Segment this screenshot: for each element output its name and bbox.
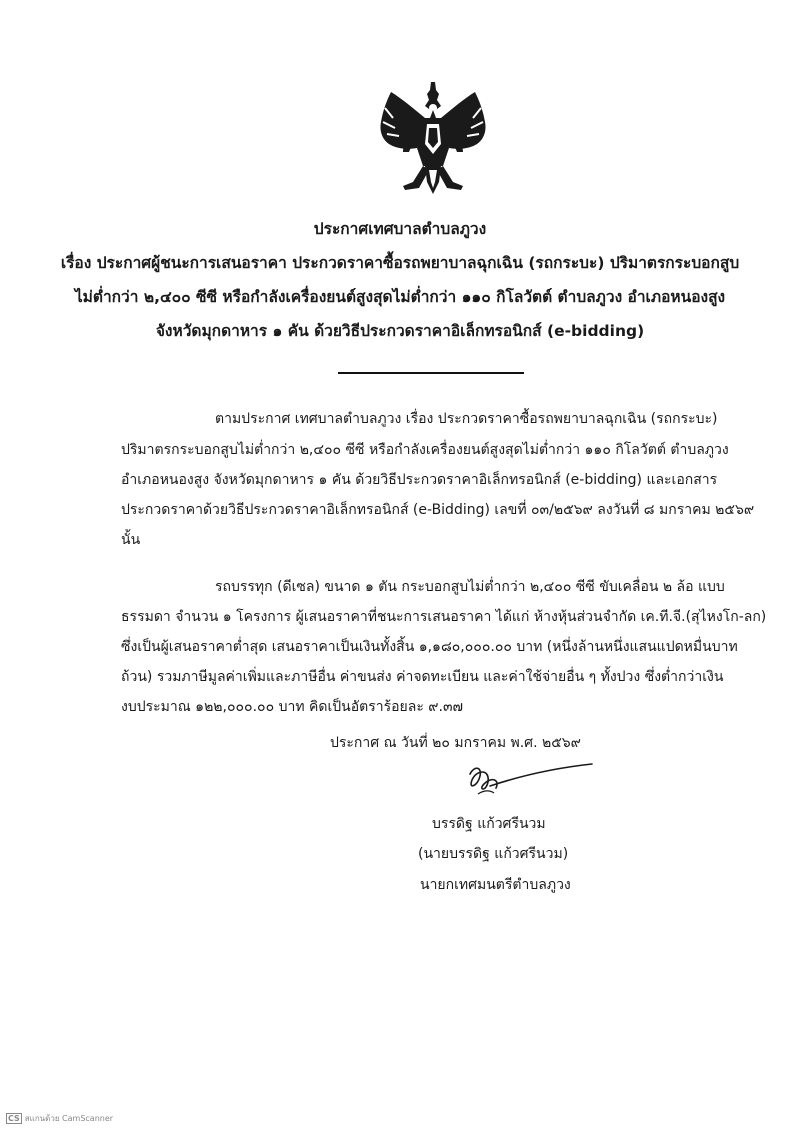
scanner-watermark (6, 1112, 113, 1125)
handwritten-signature (460, 760, 595, 800)
paragraph1-line-3: อำเภอหนองสูง จังหวัดมุกดาหาร ๑ คัน ด้วยวิธีประกวดราคาอิเล็กทรอนิกส์ (e-bidding) และเอกสาร (121, 472, 718, 488)
paragraph1-line-4: ประกวดราคาด้วยวิธีประกวดราคาอิเล็กทรอนิกส์ (e-Bidding) เลขที่ ๐๓/๒๕๖๙ ลงวันที่ ๘ มกราคม ๒๕๖๙ (121, 502, 755, 518)
paragraph2-line-3: ซึ่งเป็นผู้เสนอราคาต่ำสุด เสนอราคาเป็นเงินทั้งสิ้น ๑,๑๘๐,๐๐๐.๐๐ บาท (หนึ่งล้านหนึ่งแสนแปดหมื่นบาท (121, 639, 738, 655)
paragraph2-line-1: รถบรรทุก (ดีเซล) ขนาด ๑ ตัน กระบอกสูบไม่ต่ำกว่า ๒,๔๐๐ ซีซี ขับเคลื่อน ๒ ล้อ แบบ (215, 579, 725, 595)
divider (338, 372, 524, 374)
paragraph1-line-2: ปริมาตรกระบอกสูบไม่ต่ำกว่า ๒,๔๐๐ ซีซี หรือกำลังเครื่องยนต์สูงสุดไม่ต่ำกว่า ๑๑๐ กิโลวัตต์ ตำบลภูวง (121, 442, 729, 458)
signatory-name: บรรดิฐ แก้วศรีนวม (432, 816, 546, 832)
paragraph2-line-4: ถ้วน) รวมภาษีมูลค่าเพิ่มและภาษีอื่น ค่าขนส่ง ค่าจดทะเบียน และค่าใช้จ่ายอื่น ๆ ทั้งปวง ซึ่งต่ำกว่าเงิน (121, 669, 724, 685)
garuda-emblem-icon (373, 78, 493, 196)
scanner-text: สแกนด้วย CamScanner (24, 1114, 114, 1123)
announcement-date: ประกาศ ณ วันที่ ๒๐ มกราคม พ.ศ. ๒๕๖๙ (330, 735, 581, 751)
signatory-position: นายกเทศมนตรีตำบลภูวง (420, 877, 571, 893)
signatory-full-name: (นายบรรดิฐ แก้วศรีนวม) (418, 846, 569, 862)
paragraph1-line-1: ตามประกาศ เทศบาลตำบลภูวง เรื่อง ประกวดราคาซื้อรถพยาบาลฉุกเฉิน (รถกระบะ) (215, 411, 718, 427)
camscanner-logo: CS (8, 1114, 20, 1123)
subject-line-1: เรื่อง ประกาศผู้ชนะการเสนอราคา ประกวดราคาซื้อรถพยาบาลฉุกเฉิน (รถกระบะ) ปริมาตรกระบอกสูบ (60, 254, 740, 272)
paragraph2-line-2: ธรรมดา จำนวน ๑ โครงการ ผู้เสนอราคาที่ชนะการเสนอราคา ได้แก่ ห้างหุ้นส่วนจำกัด เค.ที.จี.(สุไหงโก-ลก) (121, 609, 767, 625)
page-title: ประกาศเทศบาลตำบลภูวง (313, 220, 487, 238)
subject-line-2: ไม่ต่ำกว่า ๒,๔๐๐ ซีซี หรือกำลังเครื่องยนต์สูงสุดไม่ต่ำกว่า ๑๑๐ กิโลวัตต์ ตำบลภูวง อำเภอหนองสูง (74, 288, 726, 306)
subject-line-3: จังหวัดมุกดาหาร ๑ คัน ด้วยวิธีประกวดราคาอิเล็กทรอนิกส์ (e-bidding) (155, 322, 645, 340)
paragraph1-line-5: นั้น (121, 532, 141, 548)
paragraph2-line-5: งบประมาณ ๑๒๒,๐๐๐.๐๐ บาท คิดเป็นอัตราร้อยละ ๙.๓๗ (121, 699, 464, 715)
